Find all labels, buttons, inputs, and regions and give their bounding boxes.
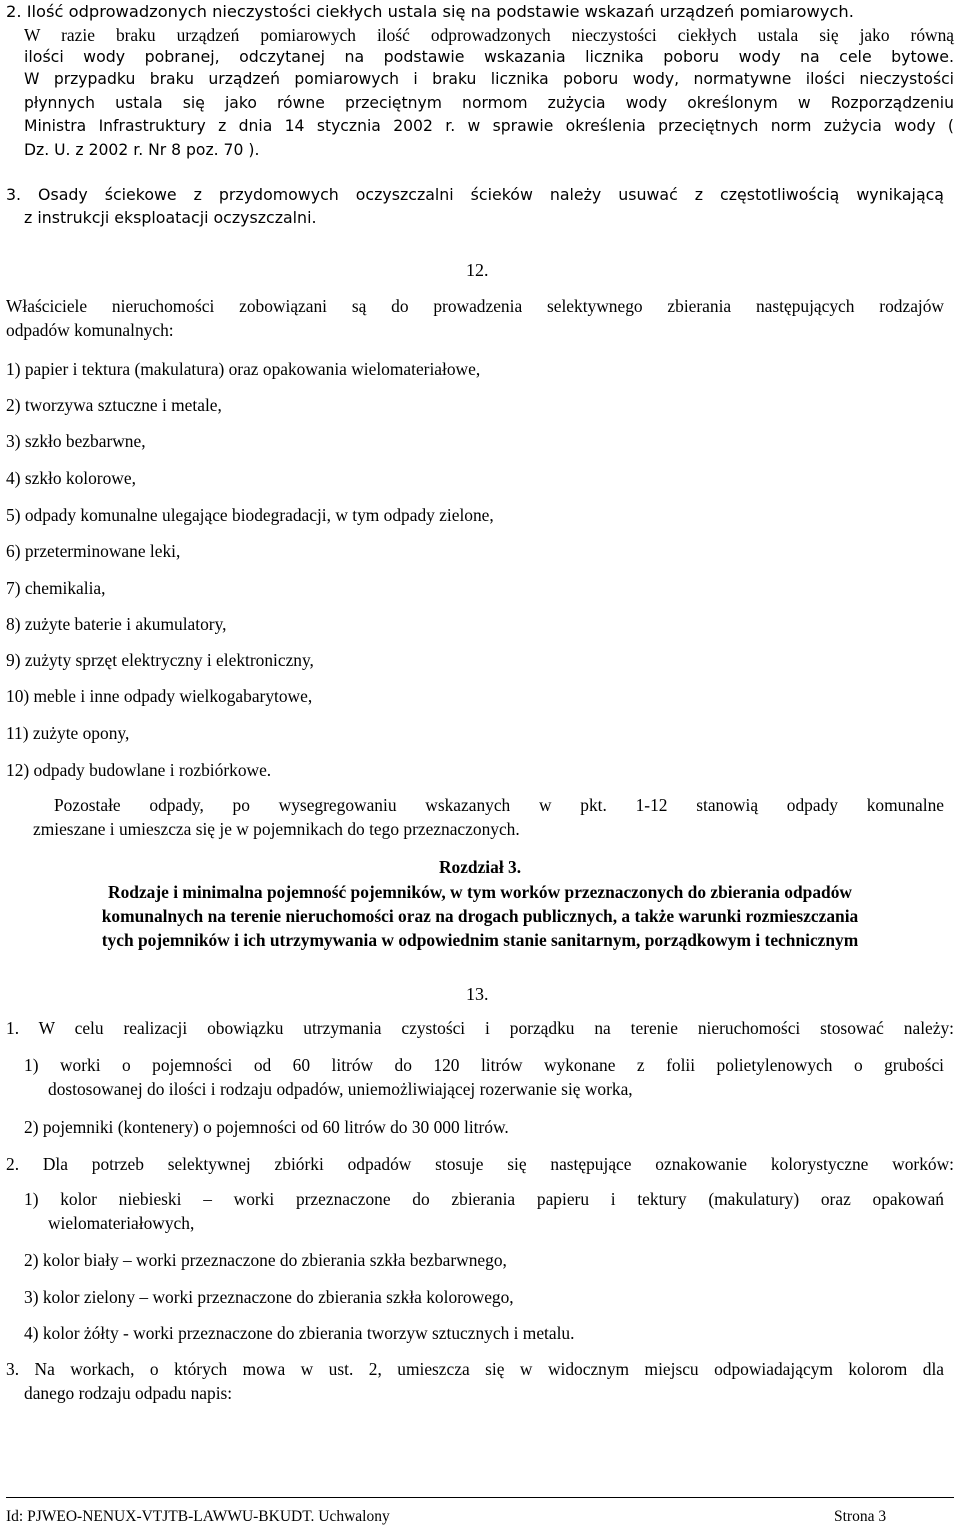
list-item: 1) papier i tektura (makulatura) oraz opakowania wielomateriałowe,	[6, 359, 481, 379]
section2-line-3: ilości wody pobranej, odczytanej na podstawie wskazania licznika poboru wody na cele bytowe.	[24, 47, 954, 66]
paragraph-13-point-1-item-1a: 1) worki o pojemności od 60 litrów do 120 litrów wykonane z folii polietylenowych o grubości	[24, 1055, 944, 1075]
section2-line-6: Ministra Infrastruktury z dnia 14 stycznia 2002 r. w sprawie określenia przeciętnych norm zużycia wody (	[24, 117, 954, 135]
section2-line-1: 2. Ilość odprowadzonych nieczystości ciekłych ustala się na podstawie wskazań urządzeń pomiarowych.	[6, 2, 854, 21]
paragraph-13-point-2-item-2: 2) kolor biały – worki przeznaczone do zbierania szkła bezbarwnego,	[24, 1250, 507, 1270]
paragraph-13-point-1-item-1b: dostosowanej do ilości i rodzaju odpadów, uniemożliwiającej rozerwanie się worka,	[48, 1079, 633, 1099]
list-item: 11) zużyte opony,	[6, 723, 130, 743]
list-item: 5) odpady komunalne ulegające biodegradacji, w tym odpady zielone,	[6, 505, 494, 525]
paragraph-12-remainder-1: Pozostałe odpady, po wysegregowaniu wskazanych w pkt. 1-12 stanowią odpady komunalne	[54, 795, 944, 815]
list-item: 10) meble i inne odpady wielkogabarytowe,	[6, 686, 313, 706]
paragraph-13-point-3-line-1: 3. Na workach, o których mowa w ust. 2, umieszcza się w widocznym miejscu odpowiadającym kolorom dla	[6, 1359, 944, 1379]
paragraph-13-point-3-line-2: danego rodzaju odpadu napis:	[24, 1383, 233, 1403]
chapter-title-line-1: Rodzaje i minimalna pojemność pojemników, w tym worków przeznaczonych do zbierania odpadów	[108, 882, 852, 902]
footer-divider	[6, 1497, 954, 1498]
section2-line-2: W razie braku urządzeń pomiarowych ilość odprowadzonych nieczystości ciekłych ustala się jako równą	[24, 25, 954, 45]
section2-line-7: Dz. U. z 2002 r. Nr 8 poz. 70 ).	[24, 141, 260, 159]
paragraph-13-point-2-item-1a: 1) kolor niebieski – worki przeznaczone do zbierania papieru i tektury (makulatury) oraz opakowań	[24, 1189, 944, 1209]
document-id: Id: PJWEO-NENUX-VTJTB-LAWWU-BKUDT. Uchwalony	[6, 1508, 390, 1525]
list-item: 3) szkło bezbarwne,	[6, 431, 146, 451]
paragraph-12-remainder-2: zmieszane i umieszcza się je w pojemnikach do tego przeznaczonych.	[33, 819, 520, 839]
section2-line-4: W przypadku braku urządzeń pomiarowych i braku licznika poboru wody, normatywne ilości nieczystości	[24, 70, 954, 88]
paragraph-13-point-2: 2. Dla potrzeb selektywnej zbiórki odpadów stosuje się następujące oznakowanie kolorystyczne worków:	[6, 1154, 954, 1174]
chapter-title-line-2: komunalnych na terenie nieruchomości oraz na drogach publicznych, a także warunki rozmieszczania	[101, 906, 859, 926]
paragraph-13-point-2-item-4: 4) kolor żółty - worki przeznaczone do zbierania tworzyw sztucznych i metalu.	[24, 1323, 575, 1343]
chapter-title-line-3: tych pojemników i ich utrzymywania w odpowiednim stanie sanitarnym, porządkowym i technicznym	[101, 930, 859, 950]
section2-line-5: płynnych ustala się jako równe przeciętnym normom zużycia wody określonym w Rozporządzeniu	[24, 94, 954, 112]
paragraph-12-intro-1: Właściciele nieruchomości zobowiązani są do prowadzenia selektywnego zbierania następujących rodzajów	[6, 296, 944, 316]
paragraph-13-point-1-item-2: 2) pojemniki (kontenery) o pojemności od 60 litrów do 30 000 litrów.	[24, 1117, 509, 1137]
page-number: Strona 3	[834, 1508, 887, 1525]
paragraph-12-number: 12.	[466, 260, 489, 280]
list-item: 7) chemikalia,	[6, 578, 106, 598]
paragraph-13-point-1: 1. W celu realizacji obowiązku utrzymania czystości i porządku na terenie nieruchomości stosować należy:	[6, 1018, 954, 1038]
list-item: 8) zużyte baterie i akumulatory,	[6, 614, 227, 634]
paragraph-13-number: 13.	[466, 984, 489, 1004]
paragraph-12-intro-2: odpadów komunalnych:	[6, 320, 174, 340]
list-item: 9) zużyty sprzęt elektryczny i elektroniczny,	[6, 650, 314, 670]
chapter-label: Rozdział 3.	[438, 857, 522, 877]
paragraph-13-point-2-item-1b: wielomateriałowych,	[48, 1213, 195, 1233]
section3-line-1: 3. Osady ściekowe z przydomowych oczyszczalni ścieków należy usuwać z częstotliwością wynikającą	[6, 185, 944, 204]
list-item: 12) odpady budowlane i rozbiórkowe.	[6, 760, 272, 780]
section3-line-2: z instrukcji eksploatacji oczyszczalni.	[24, 208, 317, 227]
paragraph-13-point-2-item-3: 3) kolor zielony – worki przeznaczone do zbierania szkła kolorowego,	[24, 1287, 514, 1307]
list-item: 4) szkło kolorowe,	[6, 468, 136, 488]
list-item: 2) tworzywa sztuczne i metale,	[6, 395, 222, 415]
list-item: 6) przeterminowane leki,	[6, 541, 181, 561]
